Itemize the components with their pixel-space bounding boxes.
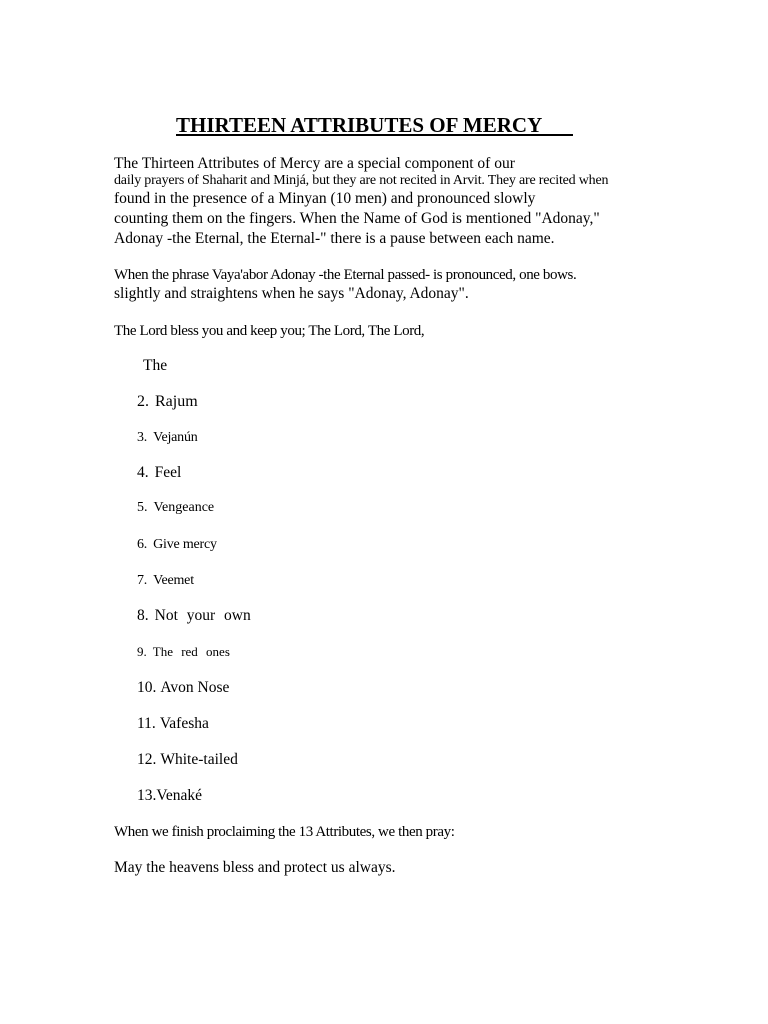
attribute-number: 7. (137, 573, 148, 588)
attribute-number: 13. (137, 787, 157, 804)
attribute-item (137, 571, 194, 591)
attribute-number: 5. (137, 500, 148, 515)
attribute-item (137, 356, 167, 376)
attribute-item (137, 678, 229, 698)
attribute-text: Vengeance (153, 500, 215, 515)
bow-paragraph (114, 265, 674, 304)
attribute-text: Feel (154, 464, 182, 481)
attribute-text: Venaké (156, 787, 202, 804)
attribute-text: The (143, 357, 168, 374)
closing-line: May the heavens bless and protect us always. (114, 859, 396, 876)
closing-line: When we finish proclaiming the 13 Attributes, we then pray: (114, 824, 455, 840)
attribute-item (137, 498, 214, 518)
attribute-number: 3. (137, 430, 148, 445)
attribute-item (137, 606, 251, 626)
attribute-item (137, 392, 198, 412)
attribute-number: 8. (137, 607, 149, 624)
attribute-item (137, 428, 198, 448)
attribute-number: 6. (137, 537, 148, 552)
intro-line: The Thirteen Attributes of Mercy are a special component of our (114, 155, 515, 172)
attribute-number: 2. (137, 393, 149, 410)
attribute-item (137, 463, 181, 483)
document-title: THIRTEEN ATTRIBUTES OF MERCY (176, 113, 573, 137)
intro-line: counting them on the fingers. When the Name of God is mentioned "Adonay," (114, 210, 600, 227)
attribute-number: 10. (137, 679, 157, 696)
attribute-text: Vafesha (159, 715, 209, 732)
attribute-text: Give mercy (153, 537, 217, 552)
intro-paragraph (114, 154, 674, 249)
attribute-item (137, 642, 230, 662)
intro-line: found in the presence of a Minyan (10 men) and pronounced slowly (114, 190, 536, 207)
bow-line: slightly and straightens when he says "Adonay, Adonay". (114, 285, 469, 302)
attribute-text: Not your own (154, 607, 251, 624)
attribute-text: Rajum (155, 393, 198, 410)
attribute-text: White-tailed (160, 751, 238, 768)
attribute-text: Veemet (153, 573, 194, 588)
attribute-number: 12. (137, 751, 157, 768)
attribute-item (137, 786, 202, 806)
bow-line: When the phrase Vaya'abor Adonay -the Eternal passed- is pronounced, one bows. (114, 267, 577, 283)
attribute-text: The red ones (152, 644, 230, 659)
attribute-number: 11. (137, 715, 156, 732)
attribute-number: 9. (137, 644, 147, 659)
attribute-item (137, 750, 238, 770)
attribute-number: 4. (137, 464, 149, 481)
attribute-text: Avon Nose (160, 679, 230, 696)
blessing-line: The Lord bless you and keep you; The Lord, The Lord, (114, 323, 425, 339)
intro-line: daily prayers of Shaharit and Minjá, but they are not recited in Arvit. They are recited when (114, 173, 609, 188)
attribute-item (137, 535, 217, 555)
intro-line: Adonay -the Eternal, the Eternal-" there is a pause between each name. (114, 230, 555, 247)
attribute-text: Vejanún (153, 430, 198, 445)
attribute-item (137, 714, 209, 734)
